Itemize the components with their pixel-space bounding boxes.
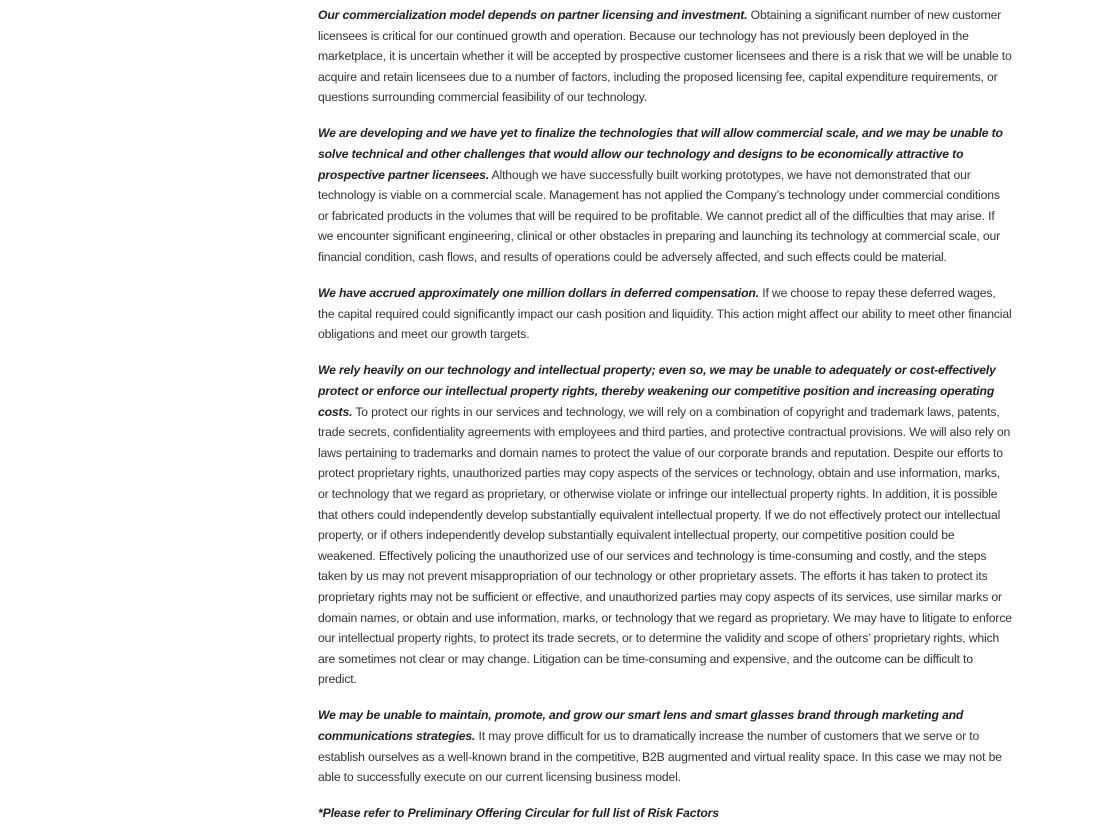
risk-factor-paragraph [318, 705, 1012, 787]
risk-factor-heading: Our commercialization model depends on partner licensing and investment. [318, 8, 748, 22]
risk-factors-footnote: *Please refer to Preliminary Offering Circular for full list of Risk Factors [318, 806, 719, 821]
risk-factor-body: To protect our rights in our services and technology, we will rely on a combination of copyright and trademark laws, patents, trade secrets, confidentiality agreements with employees and third parties, and protective contractual provisions. We will also rely on laws pertaining to trademarks and domain names to protect the value of our corporate brands and reputation. Despite our efforts to protect proprietary rights, unauthorized parties may copy aspects of the services or technology, obtain and use information, marks, or technology that we regard as proprietary, or otherwise violate or infringe our intellectual property rights. In addition, it is possible that others could independently develop substantially equivalent intellectual property. If we do not effectively protect our intellectual property, or if others independently develop substantially equivalent intellectual property, our competitive position could be weakened. Effectively policing the unauthorized use of our services and technology is time-consuming and costly, and the steps taken by us may not prevent misappropriation of our technology or other proprietary assets. The efforts it has taken to protect its proprietary rights may not be sufficient or effective, and unauthorized parties may copy aspects of its services, use similar marks or domain names, or obtain and use information, marks, or technology that we regard as proprietary. We may have to litigate to enforce our intellectual property rights, to protect its trade secrets, or to determine the validity and scope of others’ proprietary rights, which are sometimes not clear or may change. Litigation can be time-consuming and expensive, and the outcome can be difficult to predict. [318, 404, 1012, 687]
risk-factor-paragraph [318, 283, 1012, 345]
risk-factor-body: If we choose to repay these deferred wages, the capital required could significantly impact our cash position and liquidity. This action might affect our ability to meet other financial obligations and meet our growth targets. [318, 286, 1012, 342]
risk-factor-body: It may prove difficult for us to dramatically increase the number of customers that we serve or to establish ourselves as a well-known brand in the competitive, B2B augmented and virtual reality space. In this case we may not be able to successfully execute on our current licensing business model. [318, 729, 1002, 785]
risk-factors-section [318, 5, 1012, 824]
risk-factor-heading: We rely heavily on our technology and intellectual property; even so, we may be unable to adequately or cost-effectively protect or enforce our intellectual property rights, thereby weakening our competitive position and increasing operating costs. [318, 363, 996, 419]
risk-factor-body: Although we have successfully built working prototypes, we have not demonstrated that our technology is viable on a commercial scale. Management has not applied the Company’s technology under commercial conditions or fabricated products in the volumes that will be required to be profitable. We cannot predict all of the difficulties that may arise. If we encounter significant engineering, clinical or other obstacles in preparing and launching its technology at commercial scale, our financial condition, cash flows, and results of operations could be adversely affected, and such effects could be material. [318, 167, 1001, 265]
risk-factor-heading: We have accrued approximately one million dollars in deferred compensation. [318, 286, 759, 301]
risk-factor-paragraph [318, 123, 1012, 267]
risk-factor-body: Obtaining a significant number of new customer licensees is critical for our continued growth and operation. Because our technology has not previously been deployed in the marketplace, it is uncertain whether it will be accepted by prospective customer licensees and there is a risk that we will be unable to acquire and retain licensees due to a number of factors, including the proposed licensing fee, capital expenditure requirements, or questions surrounding commercial feasibility of our technology. [318, 8, 1012, 105]
risk-factor-heading: We may be unable to maintain, promote, and grow our smart lens and smart glasses brand through marketing and communications strategies. [318, 708, 964, 743]
risk-factor-heading: We are developing and we have yet to finalize the technologies that will allow commercial scale, and we may be unable to solve technical and other challenges that would allow our technology and designs to be economically attractive to prospective partner licensees. [318, 126, 1003, 182]
risk-factor-paragraph [318, 5, 1012, 108]
risk-factor-paragraph [318, 360, 1012, 690]
